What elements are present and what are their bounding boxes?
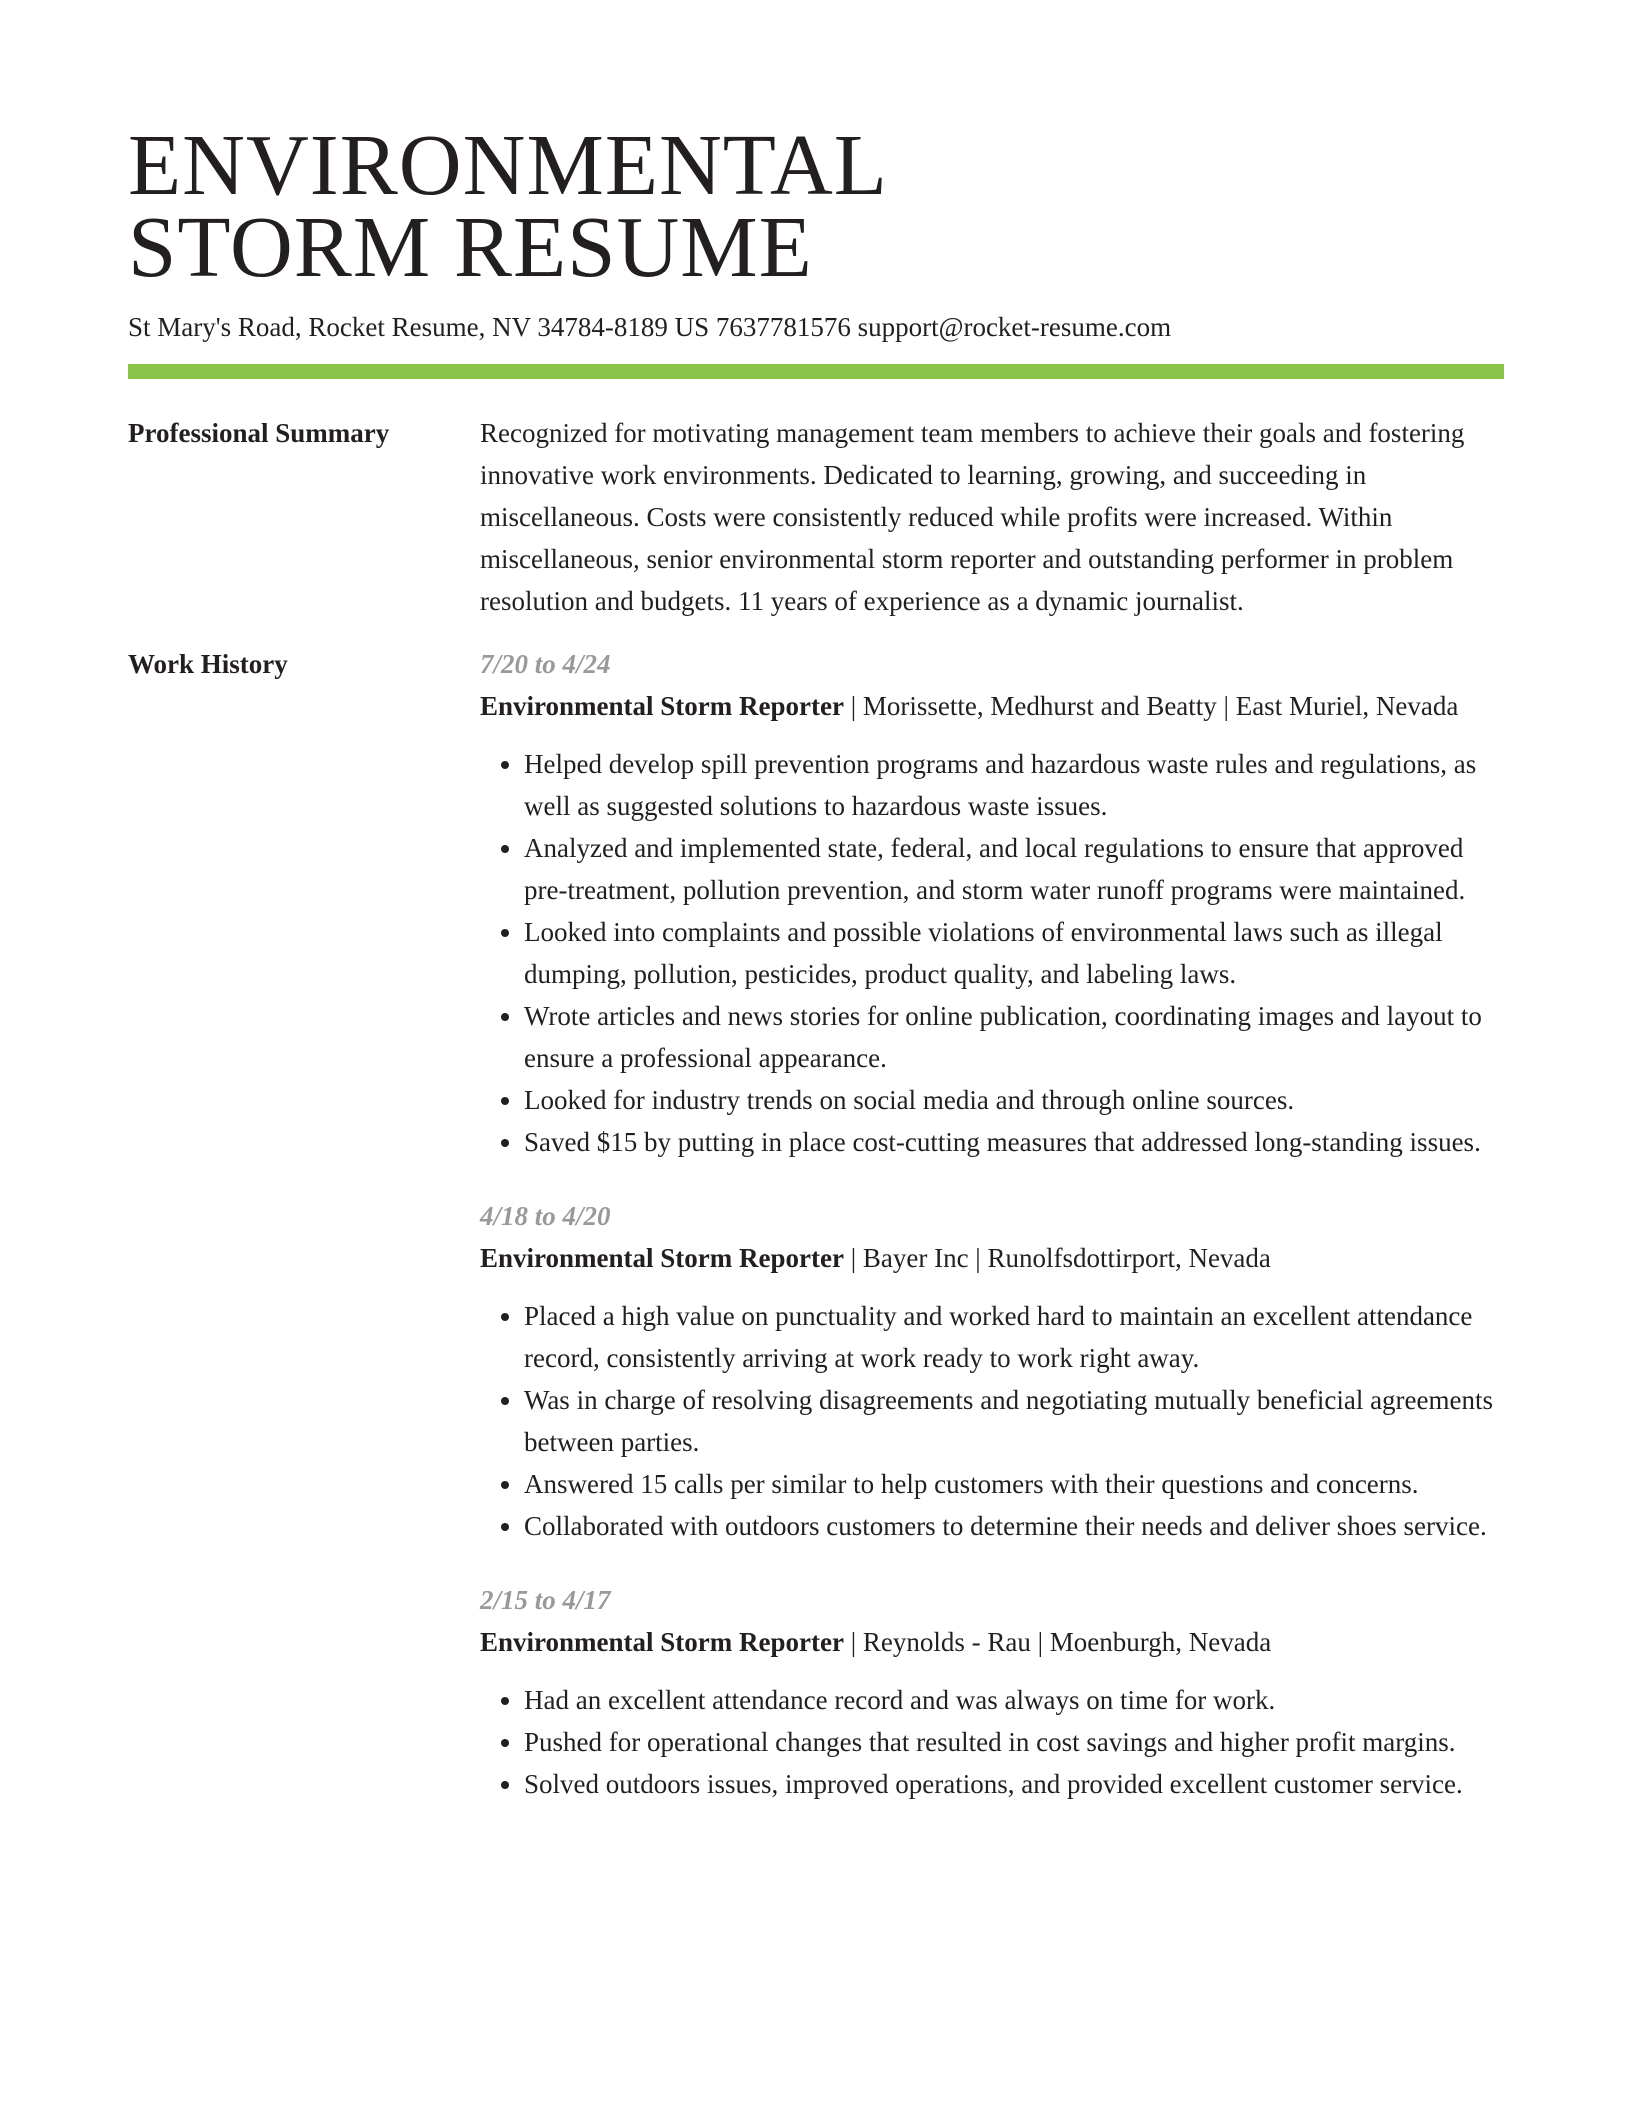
resume-title-line-2: STORM RESUME: [128, 198, 813, 295]
job-entry: [480, 643, 1504, 1163]
job-bullet: • Had an excellent attendance record and was always on time for work.: [524, 1679, 1504, 1721]
resume-title-line-1: ENVIRONMENTAL: [128, 116, 888, 213]
contact-info: St Mary's Road, Rocket Resume, NV 34784-8189 US 7637781576 support@rocket-resume.com: [128, 312, 1172, 342]
resume-page: [128, 0, 1504, 1805]
job-entry: [480, 1195, 1504, 1547]
resume-title: [128, 0, 1504, 295]
job-bullet: • Collaborated with outdoors customers to determine their needs and deliver shoes service.: [524, 1505, 1504, 1547]
job-bullet-list: [480, 1679, 1504, 1805]
job-entry: [480, 1579, 1504, 1805]
job-dates: 7/20 to 4/24: [480, 649, 611, 679]
work-history-section: [128, 643, 1504, 1805]
job-title: Environmental Storm Reporter: [480, 691, 844, 721]
professional-summary-label: Professional Summary: [128, 418, 390, 448]
job-heading: [480, 685, 1504, 727]
job-heading: [480, 1237, 1504, 1279]
job-bullet: • Looked into complaints and possible violations of environmental laws such as illegal dumping, pollution, pesticides, product quality, and labeling laws.: [524, 911, 1504, 995]
professional-summary-section: [128, 412, 1504, 622]
work-history-list: [480, 643, 1504, 1805]
job-dates: 4/18 to 4/20: [480, 1201, 611, 1231]
job-bullet-list: [480, 1295, 1504, 1547]
job-company-location: | Bayer Inc | Runolfsdottirport, Nevada: [843, 1243, 1271, 1273]
job-bullet: • Looked for industry trends on social media and through online sources.: [524, 1079, 1504, 1121]
job-bullet: • Placed a high value on punctuality and worked hard to maintain an excellent attendance record, consistently arriving at work ready to work right away.: [524, 1295, 1504, 1379]
job-bullet: • Answered 15 calls per similar to help customers with their questions and concerns.: [524, 1463, 1504, 1505]
header-divider: [128, 364, 1504, 379]
job-heading: [480, 1621, 1504, 1663]
work-history-label: Work History: [128, 649, 288, 679]
job-title: Environmental Storm Reporter: [480, 1243, 844, 1273]
resume-header: [128, 0, 1504, 379]
job-bullet: • Helped develop spill prevention programs and hazardous waste rules and regulations, as well as suggested solutions to hazardous waste issues.: [524, 743, 1504, 827]
job-company-location: | Morissette, Medhurst and Beatty | East Muriel, Nevada: [843, 691, 1459, 721]
job-bullet: • Solved outdoors issues, improved operations, and provided excellent customer service.: [524, 1763, 1504, 1805]
job-bullet: • Wrote articles and news stories for online publication, coordinating images and layout to ensure a professional appearance.: [524, 995, 1504, 1079]
professional-summary-text: Recognized for motivating management team members to achieve their goals and fostering innovative work environments. Dedicated to learning, growing, and succeeding in miscellaneous. Costs were consistently reduced while profits were increased. Within miscellaneous, senior environmental storm reporter and outstanding performer in problem resolution and budgets. 11 years of experience as a dynamic journalist.: [480, 418, 1465, 616]
job-bullet: • Pushed for operational changes that resulted in cost savings and higher profit margins.: [524, 1721, 1504, 1763]
job-bullet: • Saved $15 by putting in place cost-cutting measures that addressed long-standing issues.: [524, 1121, 1504, 1163]
job-bullet-list: [480, 743, 1504, 1163]
job-dates: 2/15 to 4/17: [480, 1585, 611, 1615]
job-bullet: • Was in charge of resolving disagreements and negotiating mutually beneficial agreements between parties.: [524, 1379, 1504, 1463]
job-bullet: • Analyzed and implemented state, federal, and local regulations to ensure that approved pre-treatment, pollution prevention, and storm water runoff programs were maintained.: [524, 827, 1504, 911]
job-title: Environmental Storm Reporter: [480, 1627, 844, 1657]
job-company-location: | Reynolds - Rau | Moenburgh, Nevada: [843, 1627, 1272, 1657]
